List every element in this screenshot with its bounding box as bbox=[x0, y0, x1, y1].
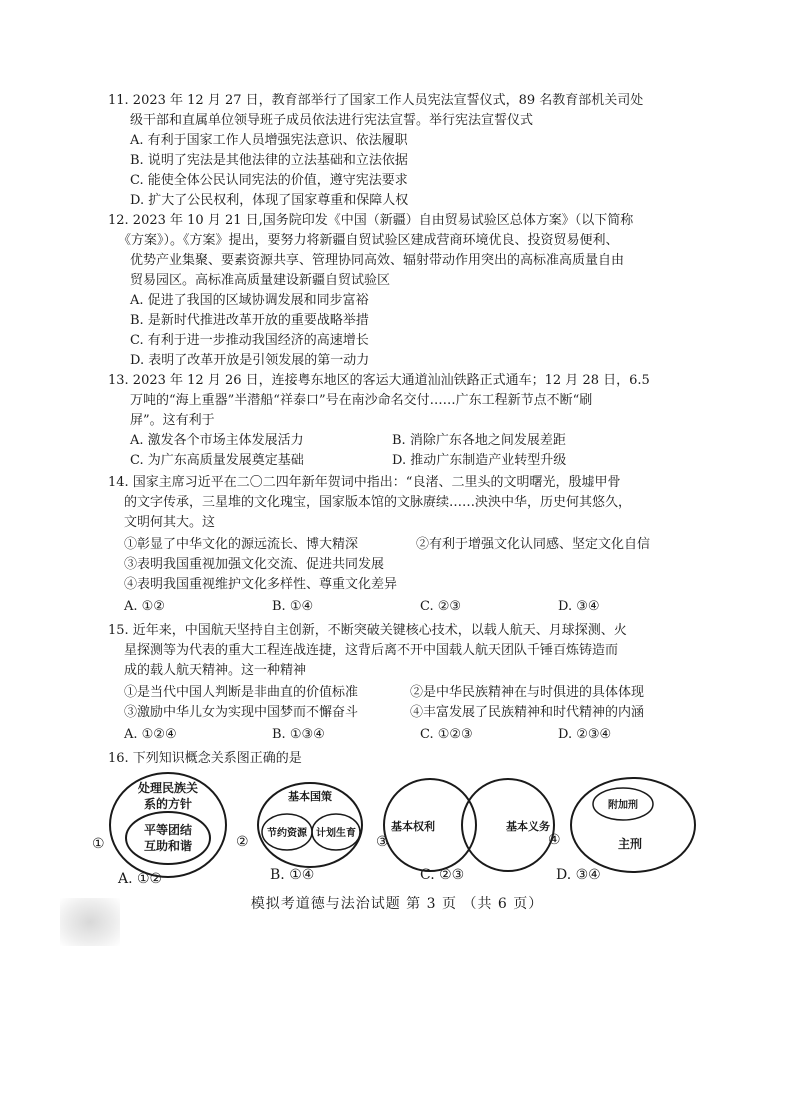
fig1-outer-label-2: 系的方针 bbox=[143, 797, 193, 811]
fig3-diagram bbox=[384, 779, 554, 871]
fig3-right-label: 基本义务 bbox=[506, 820, 550, 833]
q13-stem-line-1: 13. 2023 年 12 月 26 日，连接粤东地区的客运大通道汕汕铁路正式通车；12 月 28 日，6.5 bbox=[108, 373, 650, 388]
q12-stem-line-1: 12. 2023 年 10 月 21 日,国务院印发《中国（新疆）自由贸易试验区总体方案》（以下简称 bbox=[108, 213, 634, 228]
q16-option-c: C. ②③ bbox=[420, 867, 465, 883]
q15-option-d: D. ②③④ bbox=[558, 727, 612, 742]
q11-stem-line-1: 11. 2023 年 12 月 27 日，教育部举行了国家工作人员宪法宣誓仪式，89 名教育部机关司处 bbox=[108, 93, 644, 108]
q16-stem: 16. 下列知识概念关系图正确的是 bbox=[108, 751, 302, 766]
fig1-outer-label-1: 处理民族关 bbox=[137, 781, 199, 795]
q13-option-a: A. 激发各个市场主体发展活力 bbox=[130, 433, 304, 448]
fig4-number: ④ bbox=[548, 832, 561, 848]
fig4-diagram bbox=[571, 778, 695, 872]
q16-option-b: B. ①④ bbox=[270, 867, 315, 883]
q15-statement-2: ②是中华民族精神在与时俱进的具体体现 bbox=[410, 685, 645, 700]
q14-option-c: C. ②③ bbox=[420, 599, 462, 614]
q14-statement-3: ③表明我国重视加强文化交流、促进共同发展 bbox=[124, 557, 385, 572]
fig4-outer-label: 主刑 bbox=[617, 837, 643, 851]
q14-stem-line-2: 的文字传承，三星堆的文化瑰宝，国家版本馆的文脉赓续……泱泱中华，历史何其悠久， bbox=[124, 495, 632, 510]
q13-option-d: D. 推动广东制造产业转型升级 bbox=[392, 453, 567, 468]
q14-option-a: A. ①② bbox=[124, 599, 165, 614]
q15-option-b: B. ①③④ bbox=[272, 727, 325, 742]
page-footer: 模拟考道德与法治试题 第 3 页 （共 6 页） bbox=[250, 896, 544, 912]
fig1-diagram bbox=[110, 773, 226, 877]
q12-option-b: B. 是新时代推进改革开放的重要战略举措 bbox=[130, 313, 369, 328]
q14-option-d: D. ③④ bbox=[558, 599, 600, 614]
q11-option-a: A. 有利于国家工作人员增强宪法意识、依法履职 bbox=[130, 133, 408, 148]
q15-stem-line-1: 15. 近年来，中国航天坚持自主创新，不断突破关键核心技术，以载人航天、月球探测、火 bbox=[108, 623, 627, 638]
fig1-inner-ellipse bbox=[126, 812, 210, 864]
q16-diagrams bbox=[88, 770, 708, 880]
q15-option-c: C. ①②③ bbox=[420, 727, 473, 742]
q14-statement-2: ②有利于增强文化认同感、坚定文化自信 bbox=[416, 537, 651, 552]
q15-statement-4: ④丰富发展了民族精神和时代精神的内涵 bbox=[410, 705, 645, 720]
fig2-outer-label: 基本国策 bbox=[288, 790, 332, 803]
q13-stem-line-3: 屏”。这有利于 bbox=[130, 413, 215, 428]
q14-stem-line-1: 14. 国家主席习近平在二〇二四年新年贺词中指出：“良渚、二里头的文明曙光，殷墟甲骨 bbox=[108, 475, 621, 490]
fig2-diagram bbox=[258, 783, 362, 867]
q13-option-b: B. 消除广东各地之间发展差距 bbox=[392, 433, 566, 448]
q15-option-a: A. ①②④ bbox=[124, 727, 177, 742]
q11-option-c: C. 能使全体公民认同宪法的价值，遵守宪法要求 bbox=[130, 173, 408, 188]
q12-option-d: D. 表明了改革开放是引领发展的第一动力 bbox=[130, 353, 370, 368]
fig1-number: ① bbox=[92, 836, 105, 852]
q13-option-c: C. 为广东高质量发展奠定基础 bbox=[130, 453, 304, 468]
fig3-left-label: 基本权利 bbox=[391, 820, 435, 833]
q12-stem-line-2: 《方案》）。《方案》提出，要努力将新疆自贸试验区建成营商环境优良、投资贸易便利、 bbox=[118, 233, 619, 248]
q15-stem-line-3: 成的载人航天精神。这一种精神 bbox=[124, 663, 307, 678]
fig2-right-label: 计划生育 bbox=[316, 828, 356, 839]
q14-option-b: B. ①④ bbox=[272, 599, 314, 614]
q11-option-d: D. 扩大了公民权利，体现了国家尊重和保障人权 bbox=[130, 193, 409, 208]
q14-statement-4: ④表明我国重视维护文化多样性、尊重文化差异 bbox=[124, 577, 398, 592]
q15-statement-1: ①是当代中国人判断是非曲直的价值标准 bbox=[124, 685, 359, 700]
q16-option-d: D. ③④ bbox=[556, 867, 601, 883]
q12-stem-line-4: 贸易园区。高标准高质量建设新疆自贸试验区 bbox=[130, 273, 391, 288]
q14-statement-1: ①彰显了中华文化的源远流长、博大精深 bbox=[124, 537, 359, 552]
q12-option-c: C. 有利于进一步推动我国经济的高速增长 bbox=[130, 333, 369, 348]
q11-stem-line-2: 级干部和直属单位领导班子成员依法进行宪法宣誓。举行宪法宣誓仪式 bbox=[130, 113, 534, 128]
q16-option-a: A. ①② bbox=[118, 871, 163, 887]
q15-statement-3: ③激励中华儿女为实现中国梦而不懈奋斗 bbox=[124, 705, 359, 720]
fig2-left-label: 节约资源 bbox=[267, 828, 307, 839]
fig1-inner-label-1: 平等团结 bbox=[143, 823, 193, 837]
q14-stem-line-3: 文明何其大。这 bbox=[124, 515, 216, 530]
q12-stem-line-3: 优势产业集聚、要素资源共享、管理协同高效、辐射带动作用突出的高标准高质量自由 bbox=[130, 253, 625, 268]
fig2-number: ② bbox=[236, 834, 249, 850]
q13-stem-line-2: 万吨的“海上重器”半潜船“祥泰口”号在南沙命名交付……广东工程新节点不断“刷 bbox=[130, 393, 593, 408]
q11-option-b: B. 说明了宪法是其他法律的立法基础和立法依据 bbox=[130, 153, 408, 168]
fig3-number: ③ bbox=[376, 834, 389, 850]
q15-stem-line-2: 星探测等为代表的重大工程连战连捷，这背后离不开中国载人航天团队千锤百炼铸造而 bbox=[124, 643, 619, 658]
fig1-inner-label-2: 互助和谐 bbox=[143, 839, 193, 853]
fig4-inner-label: 附加刑 bbox=[608, 800, 638, 811]
fig4-outer-ellipse bbox=[571, 778, 695, 872]
q12-option-a: A. 促进了我国的区域协调发展和同步富裕 bbox=[130, 293, 369, 308]
